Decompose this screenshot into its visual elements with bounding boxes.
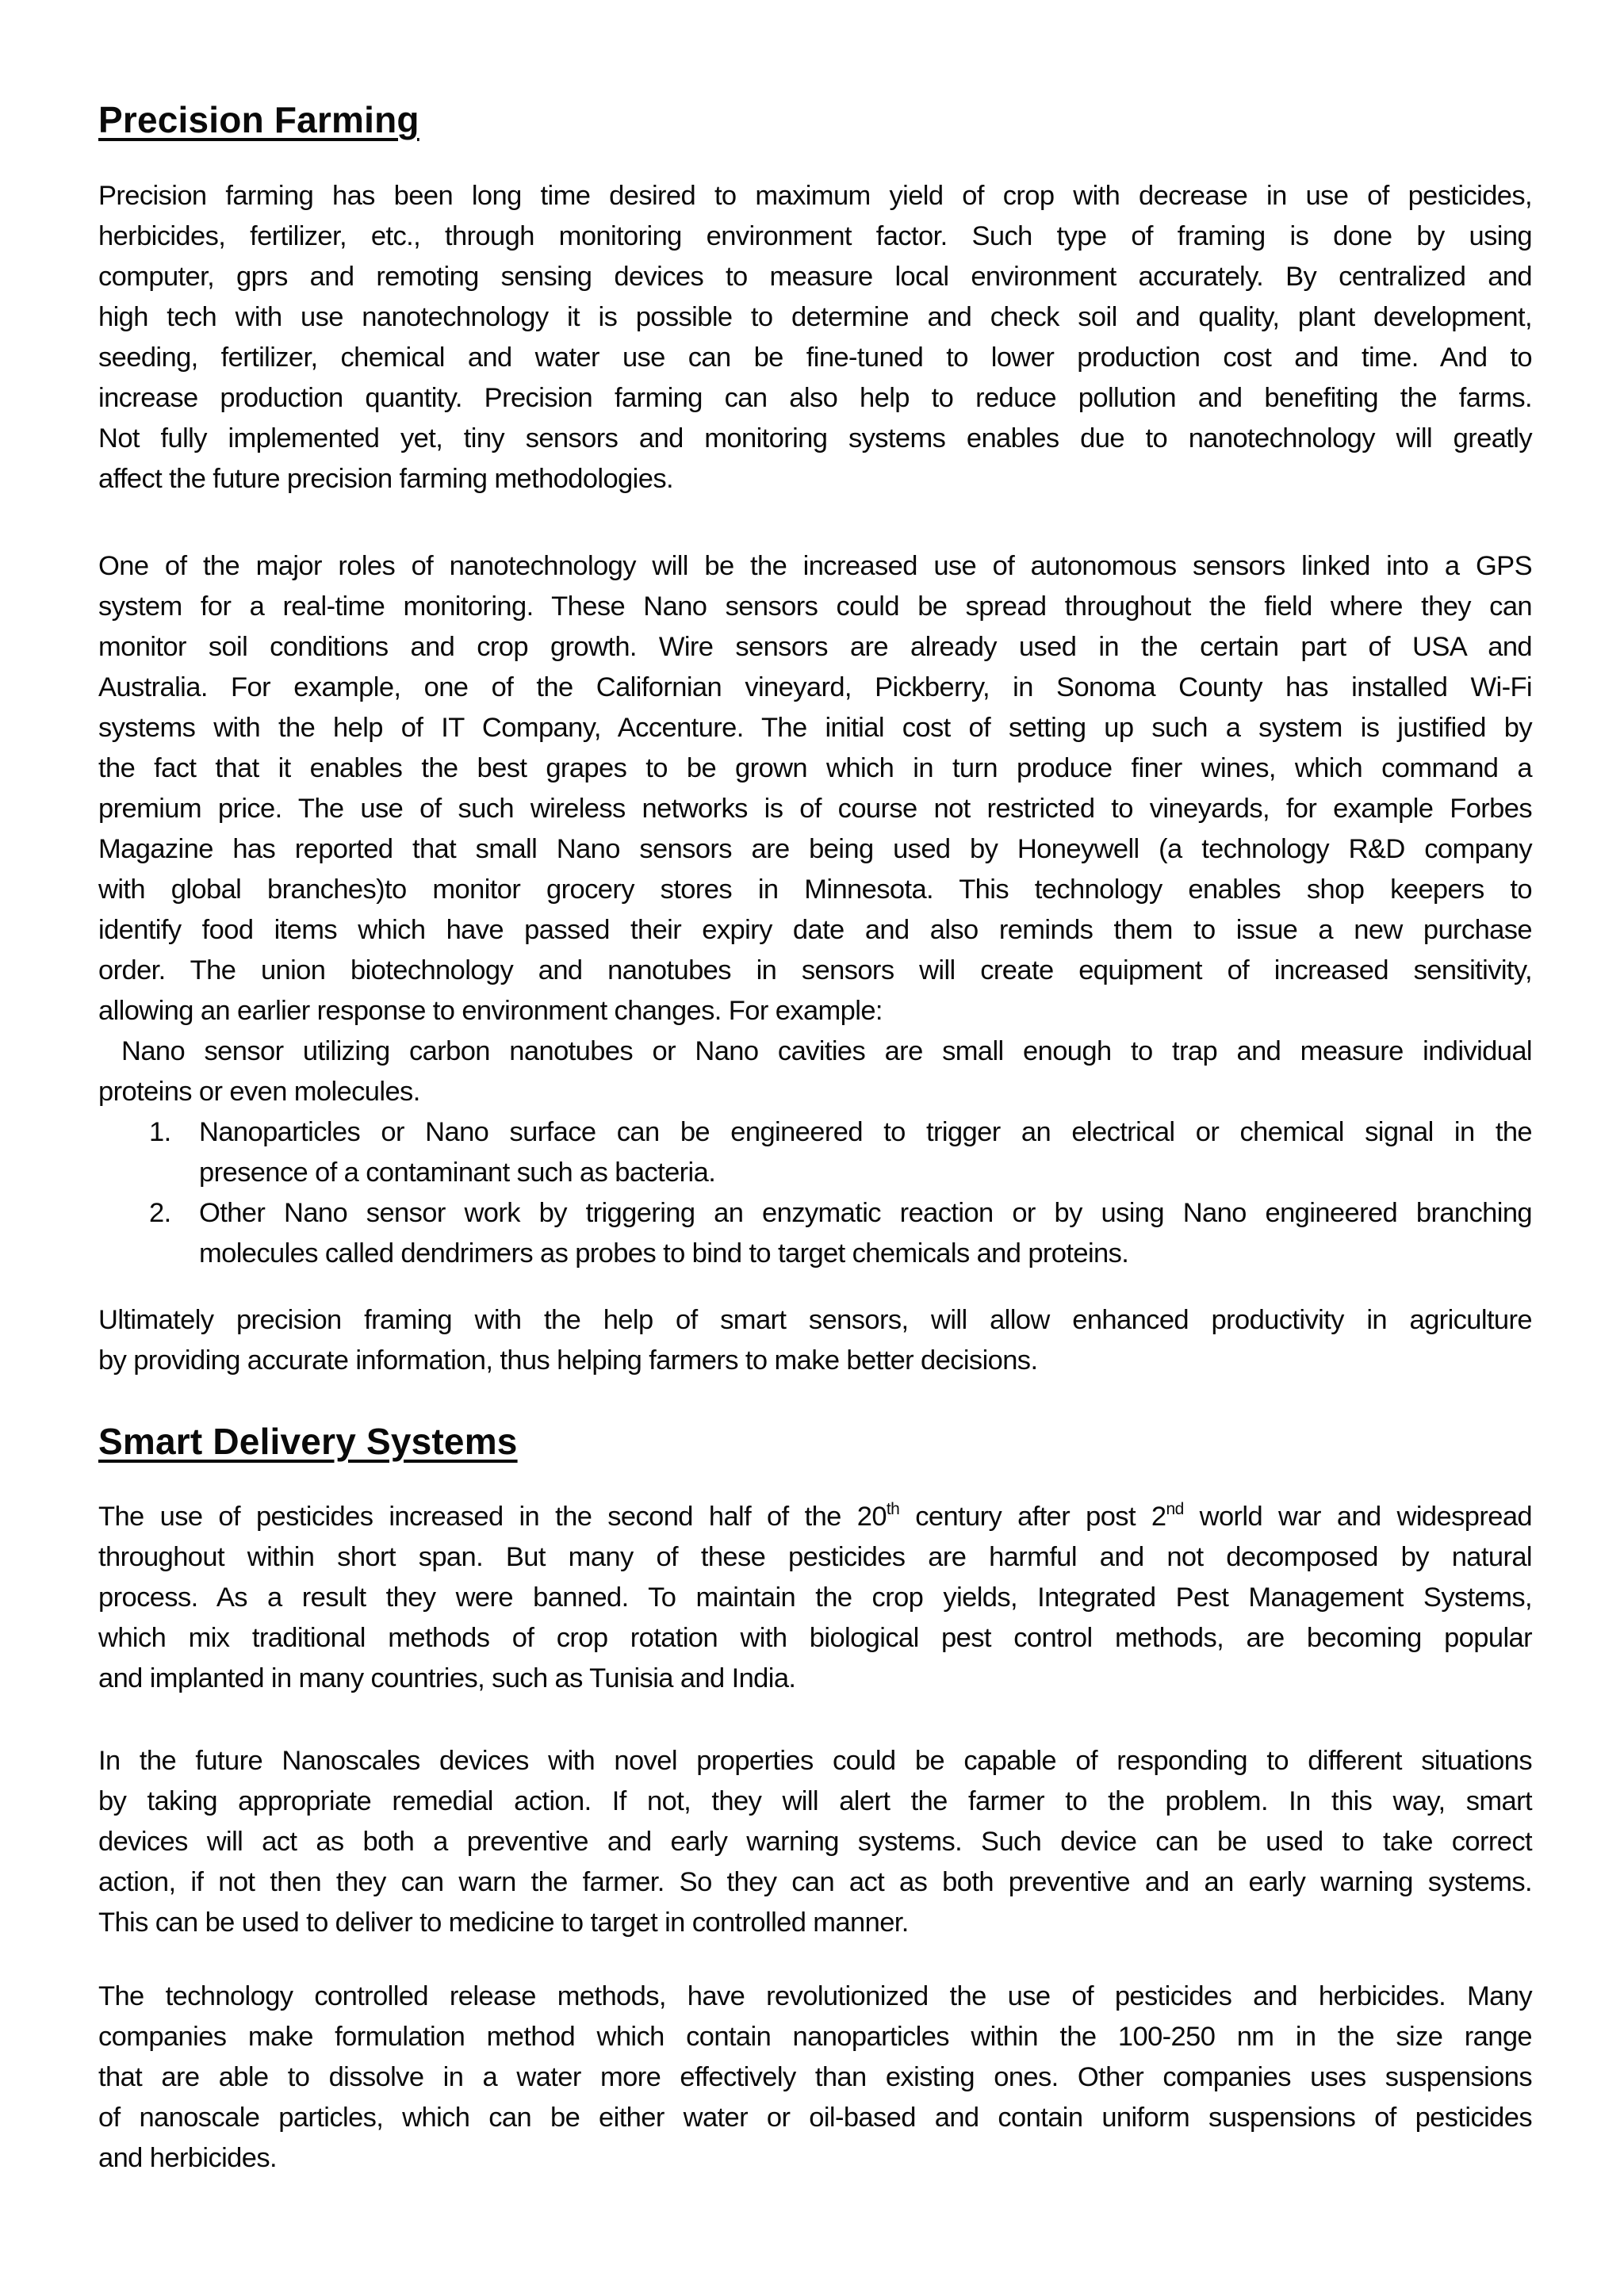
text-line: Precision farming has been long time desired to maximum yield of crop with decrease in use of pesticides, (98, 181, 1532, 211)
paragraph-nano-sensor (98, 1031, 1532, 1112)
text-line: by providing accurate information, thus helping farmers to make better decisions. (98, 1345, 1038, 1376)
paragraph-precision-conclusion (98, 1300, 1532, 1381)
text-line: computer, gprs and remoting sensing devices to measure local environment accurately. By centralized and (98, 262, 1532, 292)
text-line: presence of a contaminant such as bacteria. (199, 1158, 716, 1188)
text-line: allowing an earlier response to environment changes. For example: (98, 996, 883, 1026)
list-number: 1. (149, 1117, 171, 1147)
text-line: premium price. The use of such wireless networks is of course not restricted to vineyards, for example Forbes (98, 794, 1532, 824)
text-line: proteins or even molecules. (98, 1077, 420, 1107)
text-line: herbicides, fertilizer, etc., through monitoring environment factor. Such type of framing is done by using (98, 221, 1532, 251)
text-line: the fact that it enables the best grapes to be grown which in turn produce finer wines, which command a (98, 753, 1532, 783)
numbered-list (98, 1112, 1532, 1274)
text-line: molecules called dendrimers as probes to bind to target chemicals and proteins. (199, 1238, 1129, 1269)
text-line: by taking appropriate remedial action. If not, they will alert the farmer to the problem. In this way, smart (98, 1786, 1532, 1816)
text-line: that are able to dissolve in a water more effectively than existing ones. Other companies uses suspensions (98, 2062, 1532, 2092)
text-line: Nanoparticles or Nano surface can be engineered to trigger an electrical or chemical signal in the (199, 1117, 1532, 1147)
text-line: process. As a result they were banned. To maintain the crop yields, Integrated Pest Management Systems, (98, 1582, 1532, 1613)
text-line: Magazine has reported that small Nano sensors are being used by Honeywell (a technology R&D company (98, 834, 1532, 864)
list-item (98, 1112, 1532, 1193)
text-line: action, if not then they can warn the farmer. So they can act as both preventive and an early warning systems. (98, 1867, 1532, 1897)
section-heading-precision-farming: Precision Farming (98, 99, 419, 140)
list-item (98, 1193, 1532, 1274)
text-line: which mix traditional methods of crop rotation with biological pest control methods, are becoming popular (98, 1623, 1532, 1653)
section-heading-smart-delivery: Smart Delivery Systems (98, 1421, 518, 1462)
text-line: order. The union biotechnology and nanotubes in sensors will create equipment of increased sensitivity, (98, 955, 1532, 985)
text-line: high tech with use nanotechnology it is possible to determine and check soil and quality, plant development, (98, 302, 1532, 332)
text-line: Nano sensor utilizing carbon nanotubes or Nano cavities are small enough to trap and measure individual (121, 1036, 1532, 1066)
text-line: system for a real-time monitoring. These Nano sensors could be spread throughout the field where they can (98, 591, 1532, 622)
superscript-th: th (886, 1499, 900, 1518)
text-line: companies make formulation method which contain nanoparticles within the 100-250 nm in the size range (98, 2022, 1532, 2052)
text-fragment: century after post 2 (899, 1502, 1166, 1532)
text-line: Australia. For example, one of the Californian vineyard, Pickberry, in Sonoma County has installed Wi-Fi (98, 672, 1532, 702)
text-line: This can be used to deliver to medicine to target in controlled manner. (98, 1908, 909, 1938)
paragraph-nanotech-roles (98, 546, 1532, 1031)
text-line: of nanoscale particles, which can be either water or oil-based and contain uniform suspensions of pesticides (98, 2103, 1532, 2133)
text-line: affect the future precision farming methodologies. (98, 464, 673, 494)
superscript-nd: nd (1166, 1499, 1184, 1518)
text-line: In the future Nanoscales devices with novel properties could be capable of responding to different situations (98, 1746, 1532, 1776)
text-line: Ultimately precision framing with the help of smart sensors, will allow enhanced productivity in agriculture (98, 1305, 1532, 1335)
text-line: with global branches)to monitor grocery stores in Minnesota. This technology enables shop keepers to (98, 874, 1532, 905)
text-line: The technology controlled release methods, have revolutionized the use of pesticides and herbicides. Many (98, 1981, 1532, 2011)
text-line: seeding, fertilizer, chemical and water use can be fine-tuned to lower production cost and time. And to (98, 342, 1532, 373)
text-line: and implanted in many countries, such as Tunisia and India. (98, 1663, 796, 1693)
text-line: increase production quantity. Precision farming can also help to reduce pollution and benefiting the farms. (98, 383, 1532, 413)
text-line: systems with the help of IT Company, Accenture. The initial cost of setting up such a system is justified by (98, 713, 1532, 743)
paragraph-pesticides-history (98, 1497, 1532, 1699)
paragraph-nanoscale-devices (98, 1741, 1532, 1943)
text-line: devices will act as both a preventive and early warning systems. Such device can be used to take correct (98, 1827, 1532, 1857)
text-line: Other Nano sensor work by triggering an enzymatic reaction or by using Nano engineered branching (199, 1198, 1532, 1228)
text-fragment: world war and widespread (1183, 1502, 1532, 1532)
text-line (98, 1497, 1532, 1537)
list-number: 2. (149, 1198, 171, 1228)
text-line: monitor soil conditions and crop growth. Wire sensors are already used in the certain part of USA and (98, 632, 1532, 662)
text-line: and herbicides. (98, 2143, 277, 2173)
text-line: throughout within short span. But many of these pesticides are harmful and not decomposed by natural (98, 1542, 1532, 1572)
paragraph-controlled-release (98, 1976, 1532, 2179)
text-line: One of the major roles of nanotechnology will be the increased use of autonomous sensors linked into a GPS (98, 551, 1532, 581)
paragraph-precision-intro (98, 176, 1532, 499)
text-fragment: The use of pesticides increased in the second half of the 20 (98, 1502, 887, 1532)
text-line: identify food items which have passed their expiry date and also reminds them to issue a new purchase (98, 915, 1532, 945)
text-line: Not fully implemented yet, tiny sensors and monitoring systems enables due to nanotechnology will greatly (98, 423, 1532, 453)
